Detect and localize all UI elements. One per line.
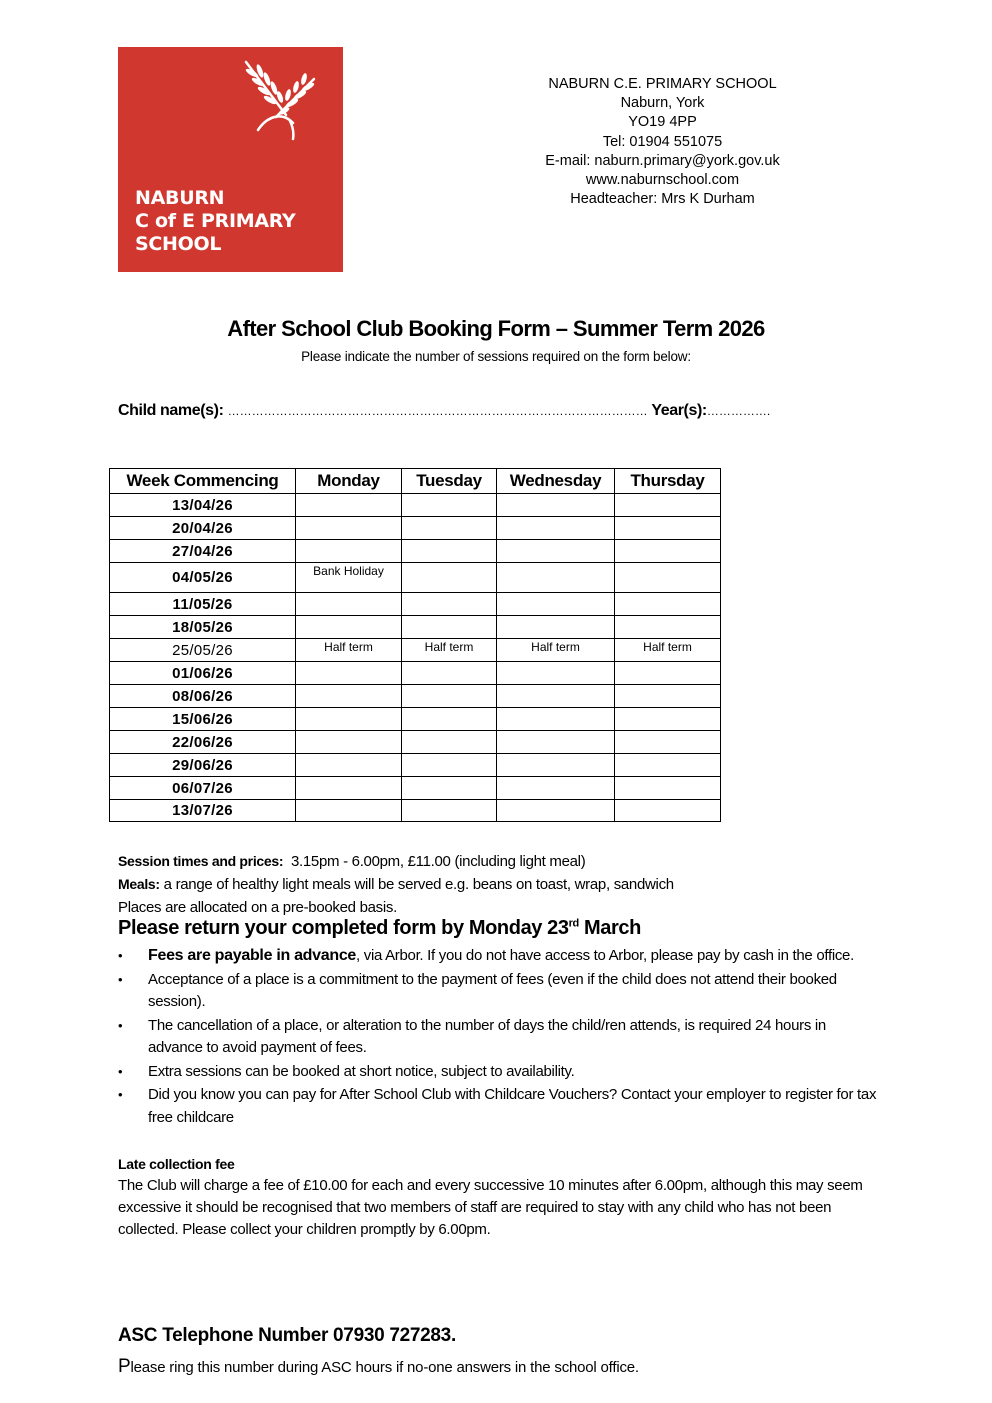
tuesday-session-cell[interactable] [402, 563, 497, 593]
header-thursday: Thursday [615, 469, 721, 494]
table-header-row [110, 469, 721, 494]
logo-line: C of E PRIMARY [135, 210, 296, 232]
return-deadline-text: Please return your completed form by Monday 23 [118, 917, 569, 939]
booking-table [109, 468, 721, 822]
tuesday-session-cell[interactable] [402, 754, 497, 777]
wednesday-session-cell[interactable] [497, 685, 615, 708]
late-collection-title: Late collection fee [118, 1156, 235, 1172]
table-row [110, 593, 721, 616]
wednesday-session-cell[interactable] [497, 540, 615, 563]
table-row [110, 517, 721, 540]
monday-session-cell[interactable] [296, 494, 402, 517]
week-commencing-cell: 11/05/26 [110, 593, 296, 616]
tuesday-session-cell[interactable] [402, 616, 497, 639]
terms-item-text: The cancellation of a place, or alteration to the number of days the child/ren attends, is required 24 hours in advance to avoid payment of fees. [148, 1016, 826, 1056]
tuesday-session-cell[interactable] [402, 540, 497, 563]
bullet-icon: • [118, 971, 123, 987]
wednesday-session-cell[interactable] [497, 494, 615, 517]
thursday-session-cell[interactable] [615, 494, 721, 517]
terms-item-text: Extra sessions can be booked at short notice, subject to availability. [148, 1062, 575, 1080]
monday-session-cell[interactable] [296, 708, 402, 731]
tuesday-session-cell[interactable] [402, 731, 497, 754]
address-town: Naburn, York [620, 95, 705, 112]
asc-telephone: ASC Telephone Number 07930 727283. [118, 1325, 456, 1346]
tuesday-session-cell[interactable] [402, 800, 497, 822]
meals-text: a range of healthy light meals will be served e.g. beans on toast, wrap, sandwich [163, 876, 674, 893]
week-commencing-cell: 15/06/26 [110, 708, 296, 731]
thursday-session-cell[interactable] [615, 517, 721, 540]
booking-table-body [110, 494, 721, 822]
week-commencing-cell: 01/06/26 [110, 662, 296, 685]
week-commencing-cell: 13/07/26 [110, 800, 296, 822]
monday-session-cell[interactable] [296, 731, 402, 754]
monday-session-cell[interactable] [296, 800, 402, 822]
table-row [110, 731, 721, 754]
tuesday-session-cell[interactable] [402, 662, 497, 685]
terms-item [118, 969, 878, 1014]
school-address [500, 75, 825, 209]
week-commencing-cell: 29/06/26 [110, 754, 296, 777]
thursday-session-cell[interactable] [615, 563, 721, 593]
asc-note-text: lease ring this number during ASC hours if no-one answers in the school office. [130, 1359, 639, 1376]
thursday-session-cell[interactable] [615, 731, 721, 754]
table-row [110, 777, 721, 800]
thursday-session-cell[interactable] [615, 800, 721, 822]
tuesday-session-cell[interactable] [402, 494, 497, 517]
session-times-label: Session times and prices: [118, 853, 284, 869]
table-row [110, 616, 721, 639]
table-row [110, 708, 721, 731]
monday-session-cell[interactable] [296, 777, 402, 800]
thursday-session-cell[interactable] [615, 777, 721, 800]
address-headteacher: Headteacher: Mrs K Durham [570, 191, 755, 208]
header-tuesday: Tuesday [402, 469, 497, 494]
thursday-session-cell[interactable] [615, 685, 721, 708]
wednesday-session-cell[interactable] [497, 616, 615, 639]
terms-item [118, 945, 878, 968]
header-monday: Monday [296, 469, 402, 494]
monday-session-cell: Half term [296, 639, 402, 662]
child-name-field[interactable]: …………………………………………………………………………………………… [227, 404, 648, 418]
asc-note-initial: P [118, 1356, 131, 1377]
bullet-icon: • [118, 1063, 123, 1079]
wednesday-session-cell[interactable] [497, 662, 615, 685]
thursday-session-cell[interactable] [615, 754, 721, 777]
return-deadline-month: March [578, 917, 641, 939]
child-name-label: Child name(s): [118, 402, 224, 419]
monday-session-cell[interactable] [296, 616, 402, 639]
wednesday-session-cell[interactable] [497, 800, 615, 822]
ordinal-suffix: rd [568, 917, 579, 930]
terms-item [118, 1061, 878, 1084]
monday-session-cell[interactable] [296, 517, 402, 540]
monday-session-cell[interactable] [296, 593, 402, 616]
terms-item-text: , via Arbor. If you do not have access to Arbor, please pay by cash in the office. [356, 947, 854, 964]
monday-session-cell: Bank Holiday [296, 563, 402, 593]
week-commencing-cell: 22/06/26 [110, 731, 296, 754]
places-text: Places are allocated on a pre-booked basis. [118, 899, 397, 916]
session-info [118, 850, 878, 919]
week-commencing-cell: 06/07/26 [110, 777, 296, 800]
wednesday-session-cell[interactable] [497, 708, 615, 731]
wednesday-session-cell[interactable] [497, 754, 615, 777]
table-row [110, 685, 721, 708]
asc-note [118, 1356, 639, 1378]
meals-label: Meals: [118, 876, 160, 892]
tuesday-session-cell[interactable] [402, 593, 497, 616]
thursday-session-cell[interactable] [615, 540, 721, 563]
child-details-line [118, 402, 770, 420]
bullet-icon: • [118, 1017, 123, 1033]
week-commencing-cell: 25/05/26 [110, 639, 296, 662]
logo-text [135, 187, 295, 256]
table-row [110, 494, 721, 517]
form-subtitle: Please indicate the number of sessions required on the form below: [301, 349, 691, 364]
monday-session-cell[interactable] [296, 662, 402, 685]
tuesday-session-cell[interactable] [402, 685, 497, 708]
tuesday-session-cell[interactable] [402, 777, 497, 800]
week-commencing-cell: 27/04/26 [110, 540, 296, 563]
terms-list [118, 945, 878, 1130]
bullet-icon: • [118, 948, 123, 963]
year-field[interactable]: ……………. [706, 404, 771, 418]
tuesday-session-cell[interactable] [402, 708, 497, 731]
form-title: After School Club Booking Form – Summer Term 2026 [227, 316, 765, 341]
thursday-session-cell[interactable] [615, 662, 721, 685]
wednesday-session-cell[interactable] [497, 731, 615, 754]
meals-line [118, 873, 878, 896]
school-name: NABURN C.E. PRIMARY SCHOOL [548, 76, 777, 92]
session-times-line [118, 850, 878, 873]
wednesday-session-cell[interactable] [497, 593, 615, 616]
table-row [110, 563, 721, 593]
monday-session-cell[interactable] [296, 540, 402, 563]
tuesday-session-cell[interactable] [402, 517, 497, 540]
address-telephone: Tel: 01904 551075 [602, 133, 723, 150]
monday-session-cell[interactable] [296, 754, 402, 777]
address-email[interactable]: E-mail: naburn.primary@york.gov.uk [545, 152, 780, 169]
thursday-session-cell[interactable] [615, 593, 721, 616]
monday-session-cell[interactable] [296, 685, 402, 708]
table-row [110, 754, 721, 777]
terms-item [118, 1015, 878, 1060]
terms-item-text: Did you know you can pay for After School Club with Childcare Vouchers? Contact your employer to register for tax free childcare [148, 1086, 877, 1126]
week-commencing-cell: 13/04/26 [110, 494, 296, 517]
return-deadline-heading [118, 917, 641, 940]
table-row [110, 540, 721, 563]
table-row [110, 800, 721, 822]
thursday-session-cell[interactable] [615, 708, 721, 731]
school-logo [118, 47, 343, 272]
header-week-commencing: Week Commencing [110, 469, 296, 494]
wednesday-session-cell: Half term [497, 639, 615, 662]
terms-item-text: Acceptance of a place is a commitment to the payment of fees (even if the child does not attend their booked session). [148, 970, 837, 1010]
logo-line: NABURN [135, 187, 225, 209]
table-row [110, 662, 721, 685]
bullet-icon: • [118, 1087, 123, 1102]
wednesday-session-cell[interactable] [497, 777, 615, 800]
tuesday-session-cell: Half term [402, 639, 497, 662]
session-times-text: 3.15pm - 6.00pm, £11.00 (including light meal) [290, 853, 586, 870]
late-collection-section [118, 1153, 878, 1241]
thursday-session-cell[interactable] [615, 616, 721, 639]
wheat-icon [238, 57, 318, 142]
week-commencing-cell: 08/06/26 [110, 685, 296, 708]
late-collection-text: The Club will charge a fee of £10.00 for each and every successive 10 minutes after 6.00pm, although this may seem excessive it should be recognised that two members of staff are required to stay with any child who has not been collected. Please collect your children promptly by 6.00pm. [118, 1177, 863, 1238]
table-row [110, 639, 721, 662]
year-label: Year(s): [651, 402, 707, 419]
header-wednesday: Wednesday [497, 469, 615, 494]
terms-item-bold: Fees are payable in advance [148, 947, 357, 964]
address-postcode: YO19 4PP [628, 114, 697, 131]
address-website[interactable]: www.naburnschool.com [585, 172, 740, 189]
week-commencing-cell: 20/04/26 [110, 517, 296, 540]
thursday-session-cell: Half term [615, 639, 721, 662]
week-commencing-cell: 04/05/26 [110, 563, 296, 593]
week-commencing-cell: 18/05/26 [110, 616, 296, 639]
logo-line: SCHOOL [135, 233, 222, 255]
wednesday-session-cell[interactable] [497, 517, 615, 540]
wednesday-session-cell[interactable] [497, 563, 615, 593]
terms-item [118, 1084, 878, 1129]
